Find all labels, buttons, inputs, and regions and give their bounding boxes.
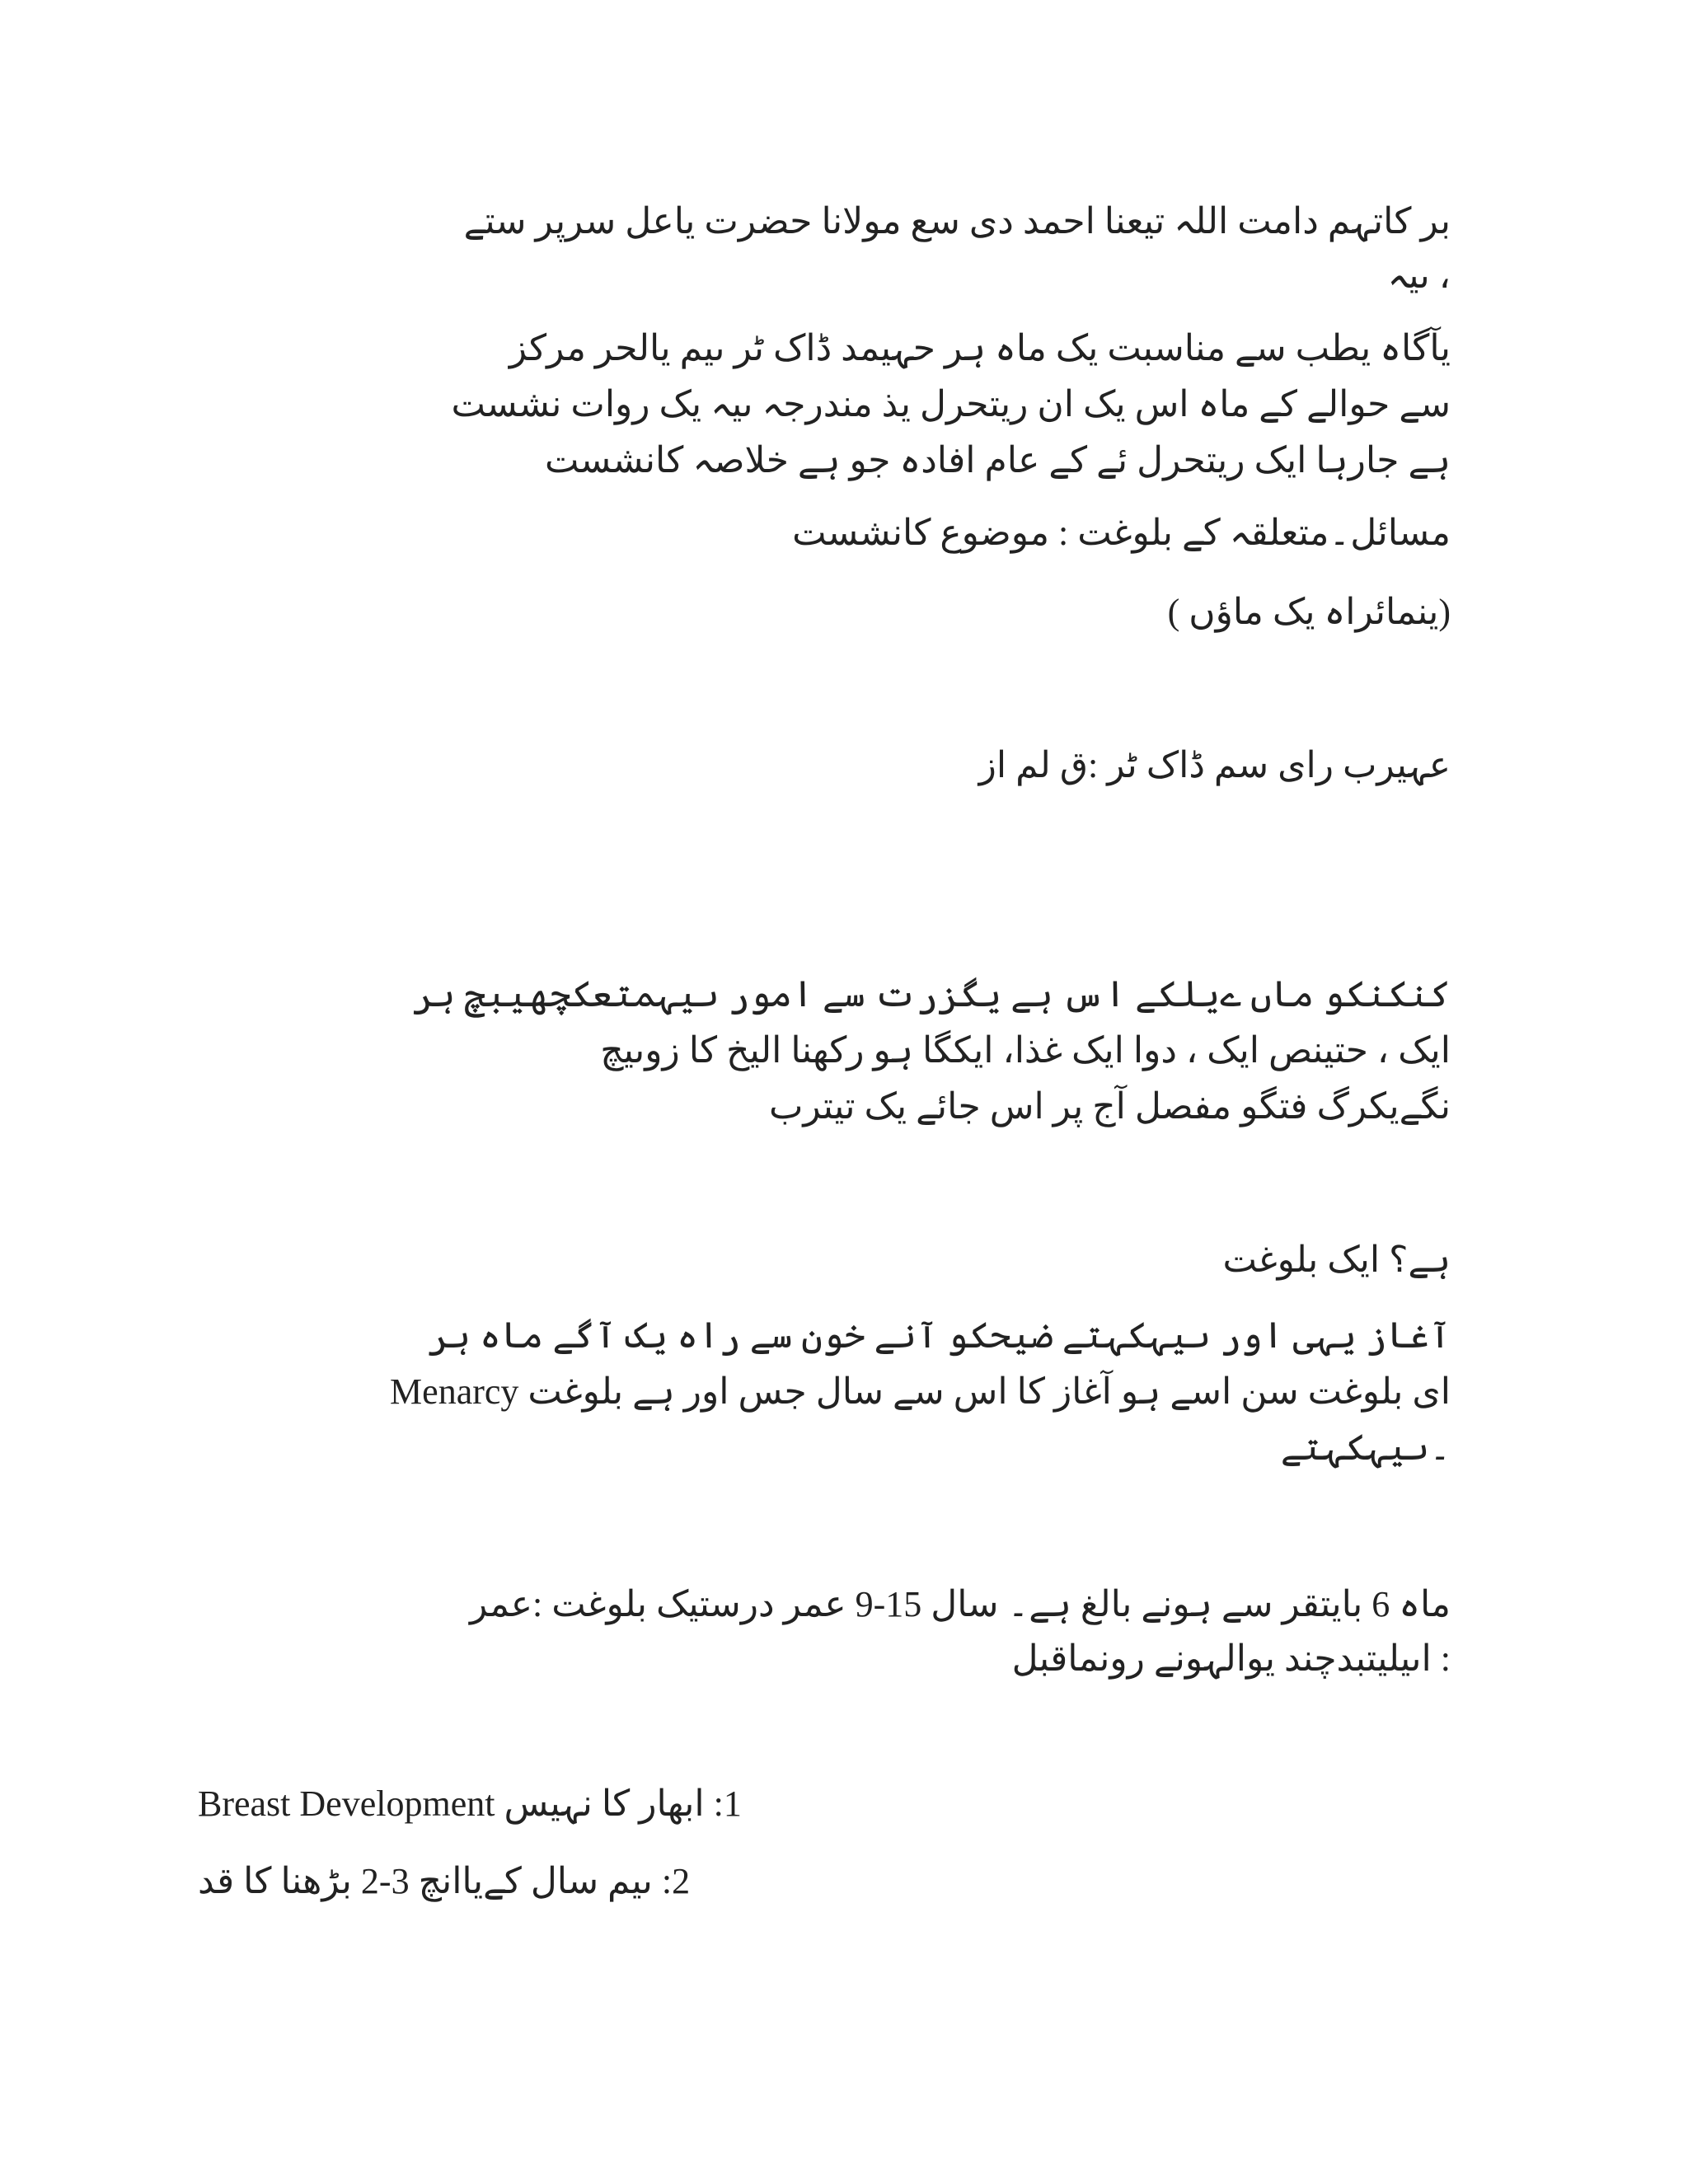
- author-line: عہیرب رای سم ڈاک ٹر :ق لم از: [978, 745, 1451, 785]
- paragraph-2-line-3: ہے جارہا ایک ریتحرل ئے کے عام افادہ جو ہے خلاصہ کانشست: [545, 440, 1451, 480]
- paragraph-3-line-3: نگےیکرگ فتگو مفصل آج پر اس جائے یک تیترب: [768, 1086, 1451, 1127]
- paragraph-3-line-2: ایک ، حتینص ایک ، دوا ایک غذا، ایکگا ہو رکھنا الیخ کا زوںیچ: [600, 1030, 1451, 1071]
- question-heading: ہے؟ ایک بلوغت: [1222, 1240, 1451, 1280]
- intro-line-2: ، ںیہ: [1387, 255, 1451, 296]
- paragraph-4-line-1: آغاز یہی اور ںیہکہتے ضیحکو آنے خون سے راہ یک آگے ماہ ہر: [428, 1315, 1451, 1356]
- list-item-2: 2: ںیم سال کےیاانچ 3-2 بڑھنا کا قد: [198, 1861, 691, 1901]
- paragraph-5-line-2: : اںیلیتبدچند یوالہونے رونماقبل: [1011, 1638, 1451, 1679]
- paragraph-3-line-1: کنکنکو ماں ےیلکے اس ہے یگزرت سے امور ںیہمتعکچھیبچ ہر: [412, 974, 1451, 1015]
- topic-line: مسائل۔متعلقہ کے بلوغت : موضوع کانشست: [792, 513, 1451, 553]
- paragraph-4-line-3: ۔ںیہکہتے: [1280, 1427, 1451, 1468]
- paragraph-2-line-1: یآگاہ یطب سے مناسبت یک ماہ ہر حہیمد ڈاک ٹر ںیم یالحر مرکز: [509, 328, 1451, 368]
- paragraph-2-line-2: سے حوالے کے ماہ اس یک ان ریتحرل یذ مندرجہ ںیہ یک روات نشست: [451, 384, 1451, 424]
- intro-line-1: بر کاتہم دامت اللہ تیعنا احمد دی سع مولانا حضرت یاعل سرپر ستے: [463, 201, 1451, 241]
- paragraph-5-line-1: ماہ 6 بایتقر سے ہونے بالغ ہے۔ سال 15-9 عمر درستیک بلوغت :عمر: [470, 1584, 1451, 1624]
- topic-subtitle: (ینمائراہ یک ماؤں ): [1167, 592, 1451, 632]
- paragraph-4-line-2: Menarcy ای بلوغت سن اسے ہو آغاز کا اس سے سال جس اور ہے بلوغت: [390, 1371, 1451, 1412]
- list-item-1: 1: ابھار کا نہیس Breast Development: [198, 1783, 742, 1824]
